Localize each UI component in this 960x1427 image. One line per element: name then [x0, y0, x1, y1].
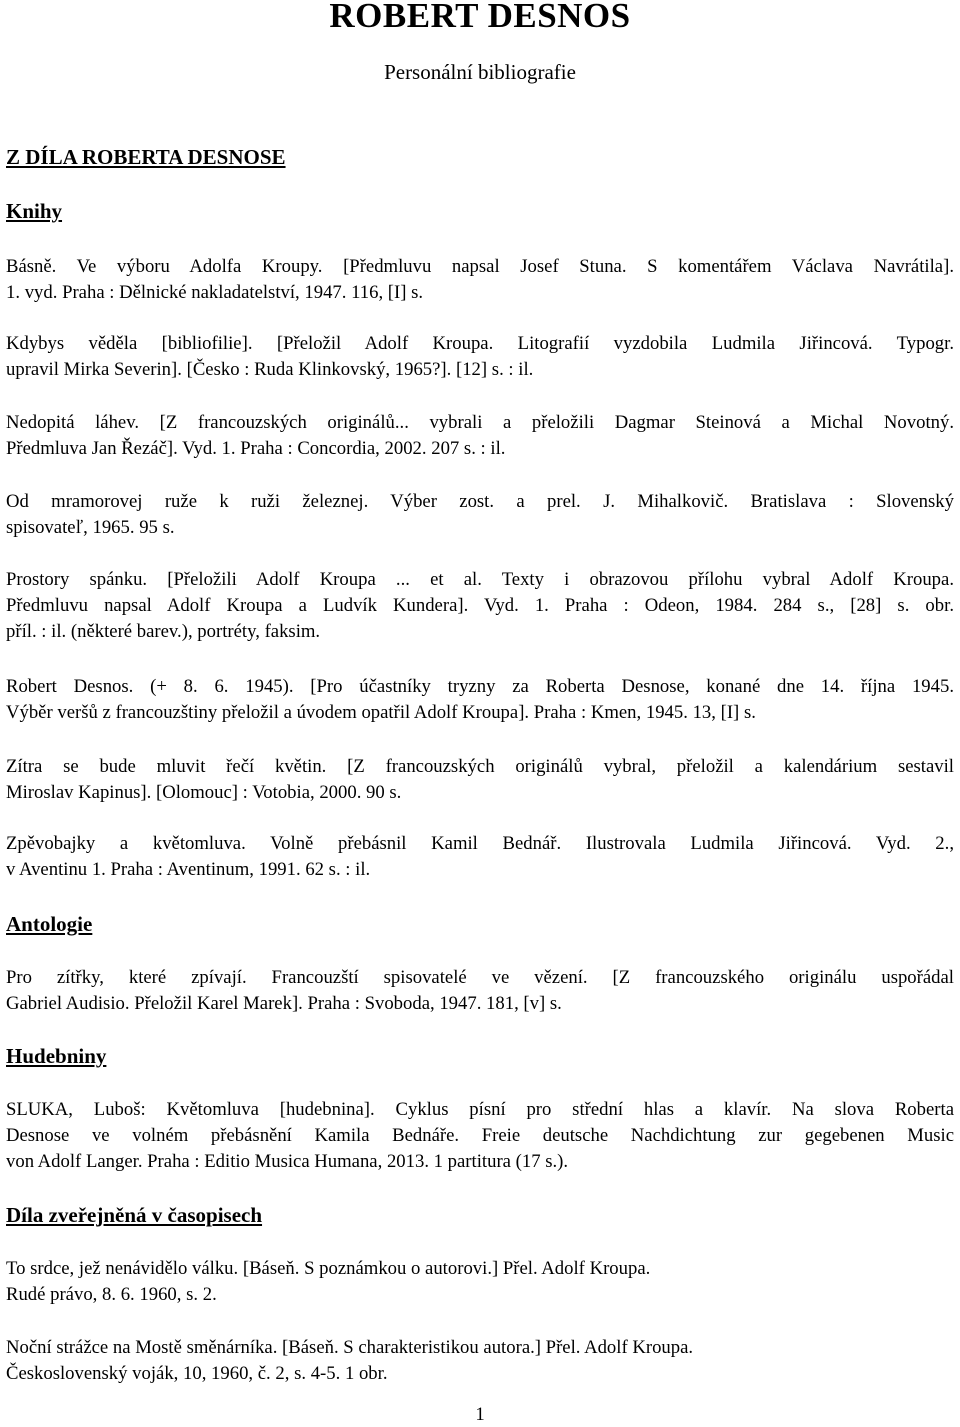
entry-line: Robert Desnos. (+ 8. 6. 1945). [Pro účastníky tryzny za Roberta Desnose, konané dne 14. října 1945. [6, 676, 954, 697]
entry-line: Noční strážce na Mostě směnárníka. [Báseň. S charakteristikou autora.] Přel. Adolf Kroupa. [6, 1337, 694, 1358]
entry-line: 1. vyd. Praha : Dělnické nakladatelství, 1947. 116, [I] s. [6, 282, 424, 303]
bibliography-entry [6, 1335, 954, 1387]
entry-line: Předmluvu napsal Adolf Kroupa a Ludvík Kundera]. Vyd. 1. Praha : Odeon, 1984. 284 s., [28] s. obr. [6, 595, 954, 616]
entry-line: To srdce, jež nenávidělo válku. [Báseň. S poznámkou o autorovi.] Přel. Adolf Kroupa. [6, 1258, 651, 1279]
document-subtitle: Personální bibliografie [384, 60, 576, 84]
bibliography-entry [6, 254, 954, 306]
entry-line: von Adolf Langer. Praha : Editio Musica Humana, 2013. 1 partitura (17 s.). [6, 1151, 569, 1172]
entry-line: Nedopitá láhev. [Z francouzských originálů... vybrali a přeložili Dagmar Steinová a Michal Novotný. [6, 412, 954, 433]
section-heading-anthology: Antologie [6, 912, 93, 936]
entry-line: Výběr veršů z francouzštiny přeložil a úvodem opatřil Adolf Kroupa]. Praha : Kmen, 1945. 13, [I] s. [6, 702, 756, 723]
section-heading-main: Z DÍLA ROBERTA DESNOSE [6, 145, 286, 169]
bibliography-entry [6, 674, 954, 726]
bibliography-entry [6, 489, 954, 541]
bibliography-entry [6, 410, 954, 462]
entry-line: Předmluva Jan Řezáč]. Vyd. 1. Praha : Concordia, 2002. 207 s. : il. [6, 438, 506, 459]
bibliography-entry [6, 1256, 954, 1308]
section-heading-books: Knihy [6, 199, 63, 223]
entry-line: Desnose ve volném přebásnění Kamila Bednáře. Freie deutsche Nachdichtung zur gegebenen Music [6, 1125, 954, 1146]
bibliography-entry [6, 965, 954, 1017]
entry-line: spisovateľ, 1965. 95 s. [6, 517, 175, 538]
entry-line: v Aventinu 1. Praha : Aventinum, 1991. 62 s. : il. [6, 859, 371, 880]
entry-line: Československý voják, 10, 1960, č. 2, s. 4-5. 1 obr. [6, 1363, 388, 1384]
entry-line: Prostory spánku. [Přeložili Adolf Kroupa ... et al. Texty i obrazovou přílohu vybral Adolf Kroupa. [6, 569, 954, 590]
entry-line: Zítra se bude mluvit řečí květin. [Z francouzských originálů vybral, přeložil a kalendárium sestavil [6, 756, 954, 777]
page-number: 1 [475, 1404, 485, 1425]
bibliography-entry [6, 831, 954, 883]
entry-line: Rudé právo, 8. 6. 1960, s. 2. [6, 1284, 217, 1305]
section-heading-periodicals: Díla zveřejněná v časopisech [6, 1203, 263, 1227]
entry-line: upravil Mirka Severin]. [Česko : Ruda Klinkovský, 1965?]. [12] s. : il. [6, 359, 534, 380]
entry-line: Kdybys věděla [bibliofilie]. [Přeložil Adolf Kroupa. Litografií vyzdobila Ludmila Jiřincová. Typogr. [6, 333, 954, 354]
entry-line: Od mramorovej ruže k ruži železnej. Výber zost. a prel. J. Mihalkovič. Bratislava : Slovenský [6, 491, 954, 512]
bibliography-entry [6, 567, 954, 645]
entry-line: Miroslav Kapinus]. [Olomouc] : Votobia, 2000. 90 s. [6, 782, 402, 803]
section-heading-music: Hudebniny [6, 1044, 107, 1068]
entry-line: Gabriel Audisio. Přeložil Karel Marek]. Praha : Svoboda, 1947. 181, [v] s. [6, 993, 562, 1014]
entry-line: Básně. Ve výboru Adolfa Kroupy. [Předmluvu napsal Josef Stuna. S komentářem Václava Navrátila]. [6, 256, 954, 277]
entry-line: SLUKA, Luboš: Květomluva [hudebnina]. Cyklus písní pro střední hlas a klavír. Na slova Roberta [6, 1099, 954, 1120]
bibliography-entry [6, 1097, 954, 1175]
bibliography-entry [6, 331, 954, 383]
entry-line: Pro zítřky, které zpívají. Francouzští spisovatelé ve vězení. [Z francouzského originálu uspořádal [6, 967, 954, 988]
document-title: ROBERT DESNOS [329, 0, 631, 35]
entry-line: příl. : il. (některé barev.), portréty, faksim. [6, 621, 321, 642]
bibliography-entry [6, 754, 954, 806]
entry-line: Zpěvobajky a květomluva. Volně přebásnil Kamil Bednář. Ilustrovala Ludmila Jiřincová. Vyd. 2., [6, 833, 954, 854]
